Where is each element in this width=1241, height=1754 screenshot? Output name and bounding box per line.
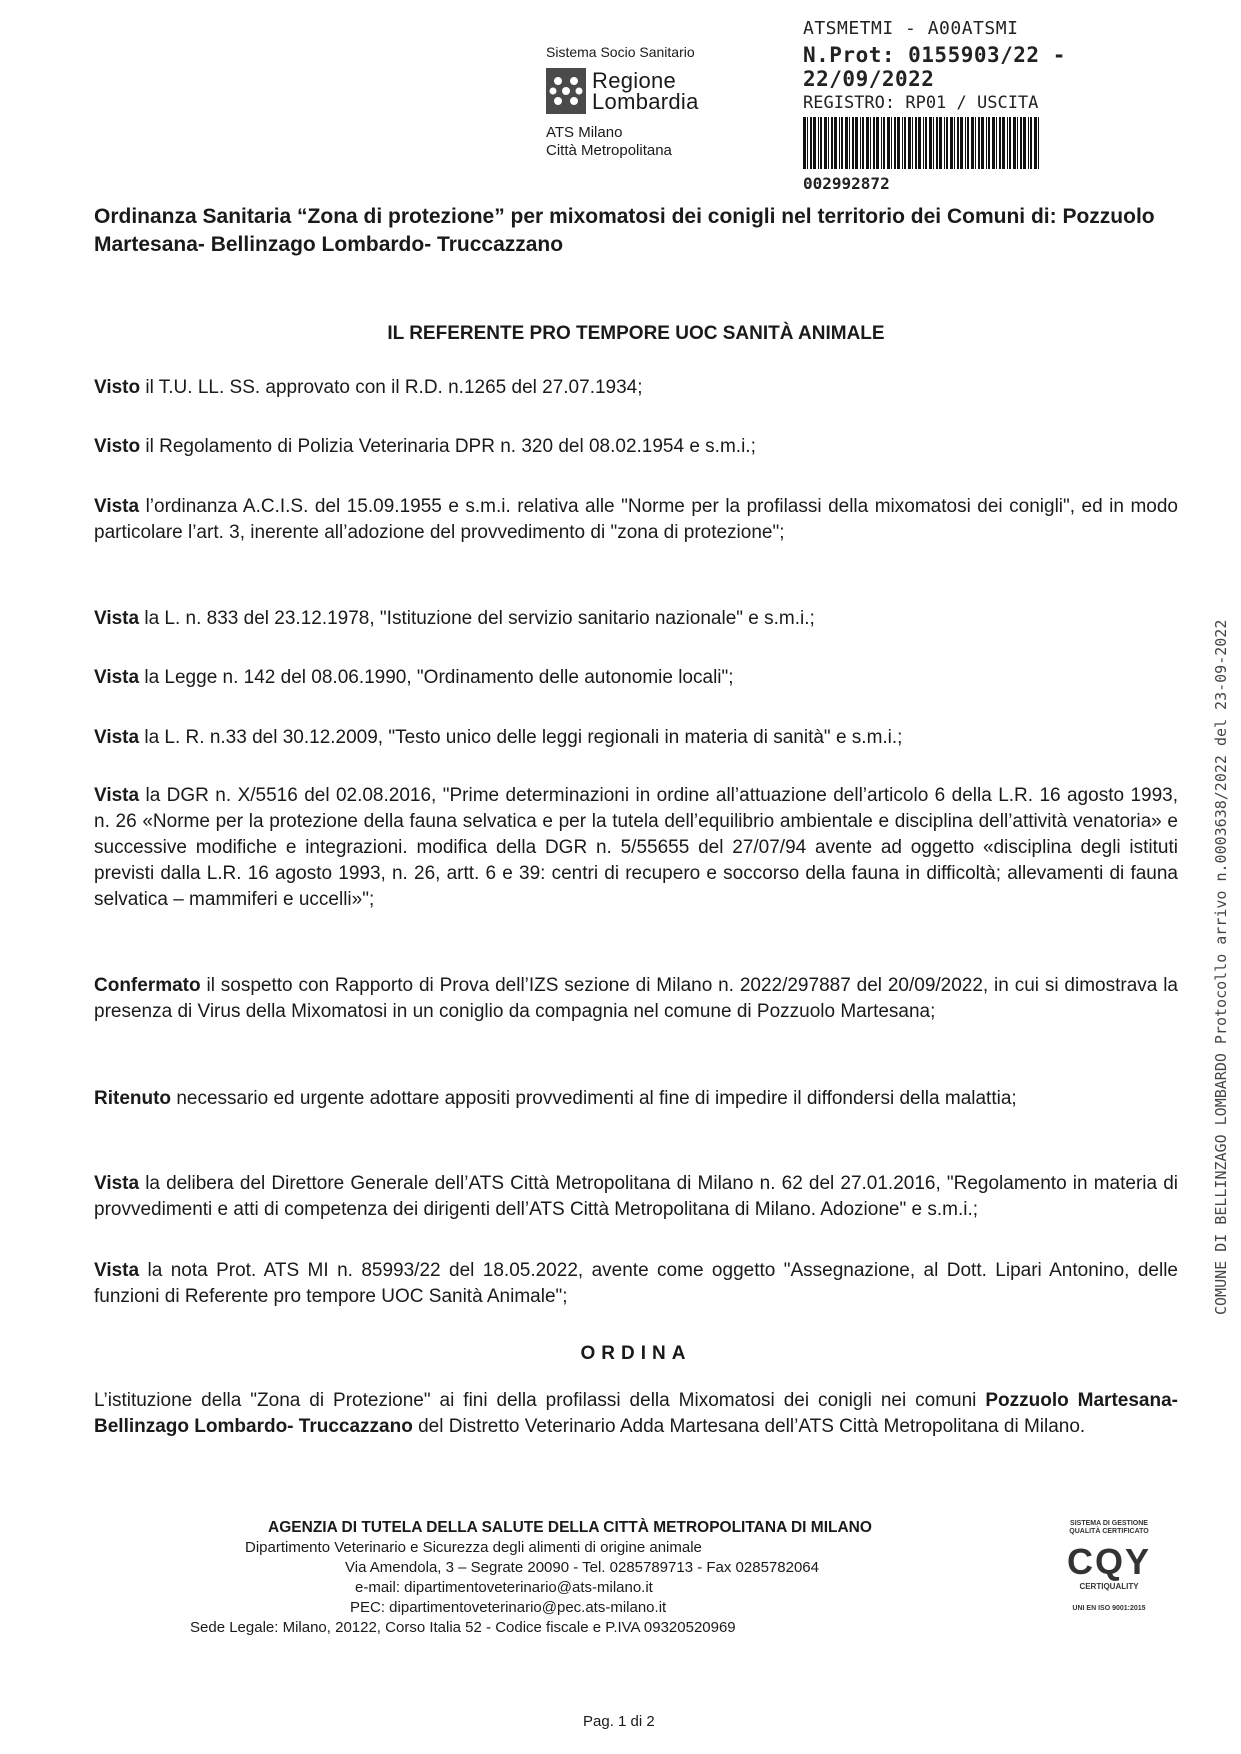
barcode-bar [824,117,827,169]
barcode-image [803,117,1041,169]
paragraph-lead: Confermato [94,975,201,996]
certiquality-badge [1050,1520,1168,1612]
paragraph-10 [94,1171,1178,1223]
logo-ats-line2: Città Metropolitana [546,142,672,159]
paragraph-8 [94,973,1178,1025]
barcode-bar [1038,117,1039,169]
cert-top-line2: QUALITÀ CERTIFICATO [1069,1528,1149,1535]
barcode-bar [939,117,942,169]
paragraph-11 [94,1258,1178,1310]
ordina-heading: ORDINA [580,1343,692,1364]
barcode-bar [834,117,837,169]
barcode-bar [999,117,1001,169]
barcode-bar [1017,117,1018,169]
final-text-pre: L’istituzione della "Zona di Protezione" ai fini della profilassi della Mixomatosi dei conigli nei comuni [94,1390,986,1411]
barcode-bar [978,117,980,169]
barcode-bar [902,117,903,169]
footer-pec: PEC: dipartimentoveterinario@pec.ats-milano.it [350,1599,667,1616]
paragraph-text: la L. n. 833 del 23.12.1978, "Istituzione del servizio sanitario nazionale" e s.m.i.; [139,608,815,629]
barcode-bar [904,117,906,169]
footer-agency: AGENZIA DI TUTELA DELLA SALUTE DELLA CITTÀ METROPOLITANA DI MILANO [268,1519,872,1536]
page-footer [190,1518,990,1638]
barcode-bar [996,117,997,169]
paragraph-lead: Ritenuto [94,1088,172,1109]
footer-department: Dipartimento Veterinario e Sicurezza degli alimenti di origine animale [245,1539,702,1556]
paragraph-text: l’ordinanza A.C.I.S. del 15.09.1955 e s.m.i. relativa alle "Norme per la profilassi della mixomatosi dei conigli", ed in modo particolare l’art. 3, inerente all’adozione del provvedimento di "zona di protezione"; [94,496,1178,543]
barcode-bar [841,117,843,169]
barcode-bar [891,117,892,169]
barcode-bar [845,117,848,169]
paragraph-lead: Visto [94,377,141,398]
paragraph-2 [94,434,1178,460]
logo-ats-line1: ATS Milano [546,124,623,141]
paragraph-text: la nota Prot. ATS MI n. 85993/22 del 18.05.2022, avente come oggetto "Assegnazione, al Dott. Lipari Antonino, delle funzioni di Referente pro tempore UOC Sanità Animale"; [94,1260,1178,1307]
barcode-bar [862,117,864,169]
barcode-bar [1013,117,1016,169]
barcode-bar [981,117,984,169]
barcode-bar [860,117,861,169]
barcode-bar [915,117,917,169]
barcode-bar [960,117,963,169]
barcode-bar [1030,117,1032,169]
paragraph-text: la L. R. n.33 del 30.12.2009, "Testo unico delle leggi regionali in materia di sanità" e s.m.i.; [139,727,903,748]
paragraph-lead: Vista [94,1173,140,1194]
stamp-office: ATSMETMI - A00ATSMI [803,18,1019,39]
barcode-bar [849,117,850,169]
barcode-bar [967,117,969,169]
barcode-bar [813,117,816,169]
ats-logo-block [546,44,736,160]
barcode-bar [852,117,854,169]
paragraph-text: la DGR n. X/5516 del 02.08.2016, "Prime determinazioni in ordine all’attuazione dell’articolo 6 della L.R. 16 agosto 1993, n. 26 «Norme per la protezione della fauna selvatica e per la tutela dell’equilibrio ambientale e disciplina dell’attività venatoria» e successive modifiche e integrazioni. modifica della DGR n. 5/55655 del 27/07/94 avente ad oggetto «disciplina degli istituti previsti dalla L.R. 16 agosto 1993, n. 26, artt. 6 e 39: centri di recupero e soccorso della fauna in difficoltà; allevamenti di fauna selvatica – mammiferi e uccelli»"; [94,785,1178,910]
barcode-bar [925,117,927,169]
paragraph-text: il Regolamento di Polizia Veterinaria DPR n. 320 del 08.02.1954 e s.m.i.; [140,436,756,457]
barcode-bar [950,117,953,169]
paragraph-5 [94,665,1178,691]
paragraph-text: il T.U. LL. SS. approvato con il R.D. n.1265 del 27.07.1934; [140,377,643,398]
cert-name: CERTIQUALITY [1079,1582,1139,1591]
barcode-bar [894,117,896,169]
barcode-bar [1007,117,1008,169]
document-heading: IL REFERENTE PRO TEMPORE UOC SANITÀ ANIMALE [387,323,885,344]
page-number: Pag. 1 di 2 [583,1713,655,1730]
barcode-bar [933,117,934,169]
barcode-bar [820,117,822,169]
barcode-bar [818,117,819,169]
barcode-bar [897,117,900,169]
footer-legal: Sede Legale: Milano, 20122, Corso Italia 52 - Codice fiscale e P.IVA 09320520969 [190,1619,736,1636]
barcode-bar [876,117,879,169]
barcode-bar [1034,117,1037,169]
paragraph-lead: Vista [94,785,140,806]
barcode-bar [954,117,955,169]
protocol-stamp [803,18,1143,193]
barcode-bar [855,117,858,169]
barcode-bar [873,117,875,169]
barcode-bar [975,117,976,169]
stamp-protocol-number: N.Prot: 0155903/22 - 22/09/2022 [803,43,1066,91]
paragraph-7 [94,783,1178,913]
barcode-bar [908,117,911,169]
logo-region-name [592,70,699,112]
barcode-bar [912,117,913,169]
cert-top-line1: SISTEMA DI GESTIONE [1070,1520,1148,1527]
certiquality-logo: CQY [1066,1541,1151,1582]
barcode-bar [965,117,966,169]
barcode-bar [986,117,987,169]
barcode-bar [881,117,882,169]
paragraph-text: il sospetto con Rapporto di Prova dell’IZS sezione di Milano n. 2022/297887 del 20/09/2022, in cui si dimostrava la presenza di Virus della Mixomatosi in un coniglio da compagnia nel comune di Pozzuolo Martesana; [94,975,1178,1022]
barcode-bar [870,117,871,169]
logo-region-line1: Regione [592,68,677,93]
paragraph-lead: Vista [94,667,140,688]
barcode-bar [957,117,959,169]
barcode-bar [936,117,938,169]
cert-iso: UNI EN ISO 9001:2015 [1072,1605,1146,1612]
side-protocol-text: COMUNE DI BELLINZAGO LOMBARDO Protocollo arrivo n.0003638/2022 del 23-09-2022 [1212,619,1230,1315]
paragraph-lead: Visto [94,436,141,457]
barcode-bar [803,117,806,169]
barcode-bar [828,117,829,169]
logo-region-row [546,68,736,114]
logo-system-label: Sistema Socio Sanitario [546,44,695,60]
document-title: Ordinanza Sanitaria “Zona di protezione” per mixomatosi dei conigli nel territorio dei Comuni di: Pozzuolo Martesana- Bellinzago Lombardo- Truccazzano [94,205,1155,256]
paragraph-6 [94,725,1178,751]
paragraph-text: la delibera del Direttore Generale dell’ATS Città Metropolitana di Milano n. 62 del 27.01.2016, "Regolamento in materia di provvedimenti e atti di competenza dei dirigenti dell’ATS Città Metropolitana di Milano. Adozione" e s.m.i.; [94,1173,1178,1220]
paragraph-lead: Vista [94,496,140,517]
paragraph-4 [94,606,1178,632]
paragraph-text: necessario ed urgente adottare appositi provvedimenti al fine di impedire il diffondersi della malattia; [171,1088,1017,1109]
barcode-bar [866,117,869,169]
barcode-bar [992,117,995,169]
logo-ats-name [546,124,736,160]
paragraph-lead: Vista [94,727,140,748]
final-text-post: del Distretto Veterinario Adda Martesana dell’ATS Città Metropolitana di Milano. [412,1416,1086,1437]
barcode-bar [839,117,840,169]
barcode-bar [1023,117,1026,169]
barcode-bar [971,117,974,169]
barcode-bar [923,117,924,169]
barcode-bar [831,117,833,169]
document-body [94,203,1178,1437]
barcode-bar [946,117,948,169]
barcode-bar [988,117,990,169]
paragraph-lead: Vista [94,608,140,629]
barcode-bar [810,117,812,169]
barcode-number: 002992872 [803,174,890,193]
paragraph-text: la Legge n. 142 del 08.06.1990, "Ordinamento delle autonomie locali"; [139,667,734,688]
paragraph-9 [94,1086,1178,1112]
barcode-bar [807,117,808,169]
paragraph-3 [94,494,1178,546]
barcode-bar [1002,117,1005,169]
paragraph-1 [94,375,1178,401]
barcode-bar [944,117,945,169]
footer-email: e-mail: dipartimentoveterinario@ats-milano.it [355,1579,653,1596]
footer-address: Via Amendola, 3 – Segrate 20090 - Tel. 0285789713 - Fax 0285782064 [345,1559,819,1576]
barcode-bar [887,117,890,169]
barcode-bar [1028,117,1029,169]
final-paragraph [94,1388,1178,1440]
barcode-bar [1009,117,1011,169]
stamp-register: REGISTRO: RP01 / USCITA [803,93,1039,113]
logo-region-line2: Lombardia [592,89,699,114]
barcode-bar [918,117,921,169]
final-text-bold: Pozzuolo Martesana- Bellinzago Lombardo- Truccazzano [94,1390,1178,1437]
barcode-bar [883,117,885,169]
lombardia-rose-icon [546,68,586,114]
barcode-bar [929,117,932,169]
barcode-bar [1020,117,1022,169]
paragraph-lead: Vista [94,1260,140,1281]
